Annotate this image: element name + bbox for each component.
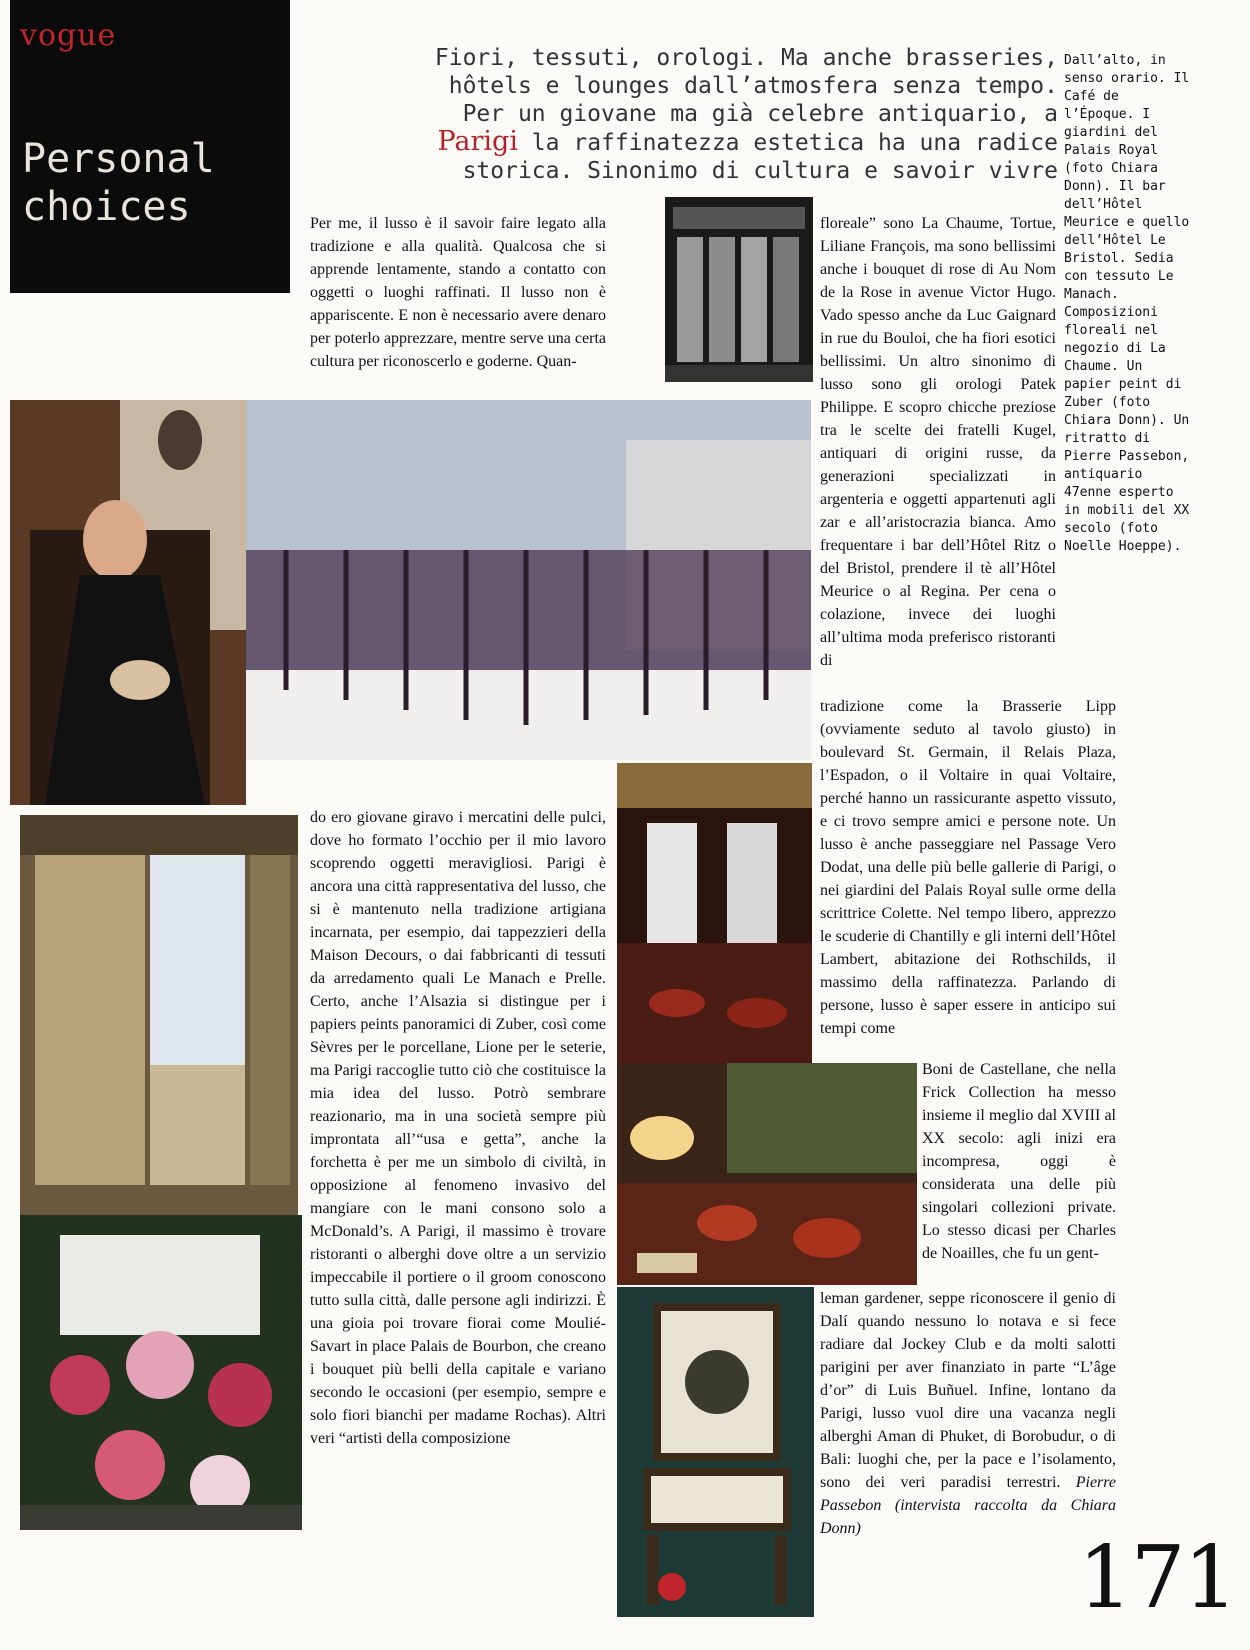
photo-caption: Dall’alto, in senso orario. Il Café de l’Époque. I giardini del Palais Royal (foto Chiara Donn). Il bar dell’Hôtel Meurice e quello dell’Hôtel Le Bristol. Sedia con tessuto Le Manach. Composizioni floreali nel negozio di La Chaume. Un papier peint di Zuber (foto Chiara Donn). Un ritratto di Pierre Passebon, antiquario 47enne esperto in mobili del XX secolo (foto Noelle Hoeppe). <box>1064 53 1190 554</box>
article-paragraph-6 <box>820 1287 1116 1540</box>
photo-flower-shop <box>20 1215 302 1530</box>
article-paragraph-5: Boni de Castellane, che nella Frick Collection ha messo insieme il meglio dal XVIII al XX secolo: agli inizi era incompresa, oggi è considerata una delle più singolari collezioni private. Lo stesso dicasi per Charles de Noailles, che fu un gent- <box>922 1061 1116 1262</box>
photo-portrait <box>10 400 246 805</box>
photo-bristol-bar <box>617 1063 917 1285</box>
article-paragraph-1: Per me, il lusso è il savoir faire legato alla tradizione e alla qualità. Qualcosa che si apprende lentamente, stando a contatto con oggetti o luoghi raffinati. Il lusso non è appariscente. E non è necessario avere denaro per poterlo apprezzare, mentre serve una certa cultura per riconoscerlo e goderne. Quan- <box>310 215 606 370</box>
lead-text-1: Fiori, tessuti, orologi. Ma anche brasseries, hôtels e lounges dall’atmosfera senza tempo. Per un giovane ma già celebre antiquario, a <box>434 45 1058 127</box>
article-paragraph-4: tradizione come la Brasserie Lipp (ovviamente seduto al tavolo giusto) in boulevard St. Germain, il Relais Plaza, l’Espadon, o il Voltaire in quai Voltaire, perché hanno un rassicurante aspetto vissuto, e ci trovo sempre amici e persone note. Un lusso è anche passeggiare nel Passage Vero Dodat, una delle più belle gallerie di Parigi, o nei giardini del Palais Royal sulle orme della scrittrice Colette. Nel tempo libero, apprezzo le scuderie di Chantilly e gli interni dell’Hôtel Lambert, abitazione dei Rothschilds, il massimo della raffinatezza. Parlando di persone, lusso è saper essere in anticipo sui tempi come <box>820 698 1116 1037</box>
photo-gardens-snow <box>246 400 811 760</box>
article-paragraph-3: floreale” sono La Chaume, Tortue, Liliane François, ma sono bellissimi anche i bouquet di rose di Au Nom de la Rose in avenue Victor Hugo. Vado spesso anche da Luc Gaignard in rue du Bouloi, che ha fiori esotici bellissimi. Un altro sinonimo di lusso sono gli orologi Patek Philippe. E scopro chicche preziose tra le scelte dei fratelli Kugel, antiquari di origini russe, da generazioni specializzati in argenteria e oggetti appartenuti agli zar e all’aristocrazia bianca. Amo frequentare i bar dell’Hôtel Ritz o del Bristol, prendere il tè all’Hôtel Meurice o al Regina. Per cena o colazione, invece dei luoghi all’ultima moda preferisco ristoranti di <box>820 215 1056 669</box>
article-paragraph-2: do ero giovane giravo i mercatini delle pulci, dove ho formato l’occhio per il mio lavoro scoprendo oggetti meravigliosi. Parigi è ancora una città rappresentativa del lusso, che si è mantenuto nella tradizione artigiana incarnata, per esempio, dai tappezzieri della Maison Decours, o dai fabbricanti di tessuti da arredamento quali Le Manach e Prelle. Certo, anche l’Alsazia si distingue per i papiers peints panoramici di Zuber, così come Sèvres per le porcellane, Lione per le seterie, ma Parigi raccoglie tutto ciò che costituisce la mia idea del lusso. Potrò sembrare reazionario, ma in una società sempre più improntata all’“usa e getta”, anche la forchetta è per me un simbolo di civiltà, in opposizione al fenomeno invasivo del mangiare con le mani consono solo a McDonald’s. A Parigi, il massimo è trovare ristoranti o alberghi dove oltre a un servizio impeccabile il portiere o il groom conoscono tutto sulla città, dalle persone agli indirizzi. È una gioia poi trovare fiorai come Moulié-Savart in place Palais de Bourbon, che creano i bouquet più belli della capitale e variano secondo le occasioni (per esempio, sempre e solo fiori bianchi per madame Rochas). Altri veri “artisti della composizione <box>310 809 606 1447</box>
lead-city: Parigi <box>437 126 518 157</box>
brand-logo: vogue <box>20 18 117 53</box>
photo-papier-peint <box>20 815 298 1215</box>
photo-cafe <box>665 197 813 382</box>
lead-paragraph <box>420 44 1058 185</box>
section-title: Personal choices <box>22 136 215 230</box>
photo-chair <box>617 1287 814 1617</box>
lead-text-2: la raffinatezza estetica ha una radice storica. Sinonimo di cultura e savoir vivre <box>462 130 1058 184</box>
article-signature: Pierre Passebon (intervista raccolta da Chiara Donn) <box>820 1474 1116 1537</box>
article-paragraph-6-text: leman gardener, seppe riconoscere il genio di Dalí quando nessuno lo notava e si fece radiare dal Jockey Club e da molti salotti parigini per aver finanziato in parte “L’âge d’or” di Luis Buñuel. Infine, lontano da Parigi, lusso vuol dire una vacanza negli alberghi Aman di Phuket, di Borobudur, o di Bali: luoghi che, per la pace e l’isolamento, sono dei veri paradisi terrestri. <box>820 1290 1116 1491</box>
photo-meurice-bar <box>617 763 812 1063</box>
page-number: 171 <box>1078 1528 1237 1628</box>
